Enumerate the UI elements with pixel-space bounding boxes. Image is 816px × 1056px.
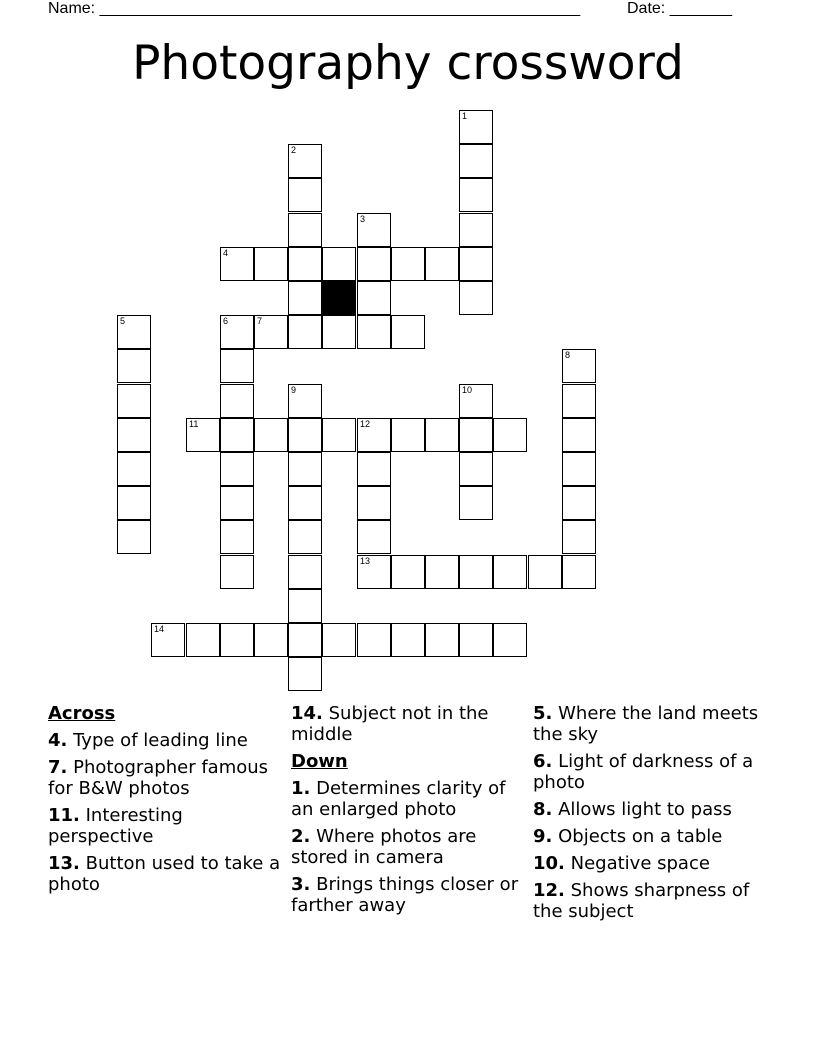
grid-cell[interactable] [493, 623, 527, 657]
grid-cell[interactable] [459, 623, 493, 657]
grid-cell[interactable] [459, 281, 493, 315]
grid-cell[interactable] [288, 486, 322, 520]
grid-cell[interactable] [528, 555, 562, 589]
grid-cell[interactable] [186, 418, 220, 452]
clue-number: 3. [291, 874, 311, 895]
clue-number: 6. [533, 751, 553, 772]
grid-cell[interactable] [220, 623, 254, 657]
grid-cell[interactable] [391, 247, 425, 281]
grid-cell[interactable] [357, 213, 391, 247]
clue-text: Negative space [570, 853, 710, 874]
grid-cell[interactable] [288, 555, 322, 589]
date-field-label[interactable]: Date: _______ [627, 0, 732, 17]
clue-down-5 [533, 703, 773, 745]
grid-cell[interactable] [288, 247, 322, 281]
across-heading: Across [48, 703, 116, 724]
grid-cell[interactable] [493, 418, 527, 452]
grid-cell[interactable] [220, 452, 254, 486]
grid-cell[interactable] [288, 213, 322, 247]
grid-cell[interactable] [459, 178, 493, 212]
clue-down-6 [533, 751, 773, 793]
grid-cell[interactable] [459, 144, 493, 178]
grid-cell[interactable] [117, 486, 151, 520]
clue-number: 12. [533, 880, 565, 901]
grid-cell[interactable] [425, 623, 459, 657]
grid-cell[interactable] [562, 486, 596, 520]
grid-cell[interactable] [220, 418, 254, 452]
clue-number-label: 2 [291, 145, 297, 155]
grid-cell[interactable] [357, 555, 391, 589]
grid-cell[interactable] [562, 520, 596, 554]
clue-number-label: 8 [565, 350, 571, 360]
clue-number-label: 11 [189, 419, 199, 429]
clue-text: Where photos are stored in camera [291, 826, 477, 868]
grid-cell[interactable] [322, 623, 356, 657]
grid-cell[interactable] [562, 349, 596, 383]
grid-cell[interactable] [220, 247, 254, 281]
grid-cell[interactable] [562, 452, 596, 486]
grid-cell[interactable] [357, 418, 391, 452]
grid-cell[interactable] [288, 178, 322, 212]
clue-text: Type of leading line [73, 730, 248, 751]
grid-cell[interactable] [117, 315, 151, 349]
clue-across-7 [48, 757, 283, 799]
clue-number: 7. [48, 757, 68, 778]
clue-number-label: 5 [120, 316, 126, 326]
clue-number-label: 12 [360, 419, 371, 429]
grid-cell[interactable] [562, 384, 596, 418]
grid-cell[interactable] [288, 589, 322, 623]
grid-cell[interactable] [220, 384, 254, 418]
clue-down-2 [291, 826, 526, 868]
clue-across-14 [291, 703, 526, 745]
grid-cell[interactable] [357, 315, 391, 349]
grid-cell[interactable] [186, 623, 220, 657]
clue-number: 2. [291, 826, 311, 847]
clue-number: 10. [533, 853, 565, 874]
grid-cell[interactable] [357, 452, 391, 486]
grid-cell[interactable] [425, 418, 459, 452]
grid-cell[interactable] [117, 452, 151, 486]
clue-number-label: 4 [223, 248, 229, 258]
grid-cell[interactable] [288, 623, 322, 657]
grid-cell[interactable] [459, 384, 493, 418]
grid-cell[interactable] [391, 555, 425, 589]
grid-cell[interactable] [459, 452, 493, 486]
grid-cell[interactable] [322, 247, 356, 281]
grid-cell[interactable] [322, 418, 356, 452]
grid-cell[interactable] [288, 520, 322, 554]
grid-cell[interactable] [151, 623, 185, 657]
grid-cell[interactable] [322, 315, 356, 349]
clue-across-11 [48, 805, 283, 847]
grid-cell[interactable] [254, 418, 288, 452]
clue-down-10 [533, 853, 773, 874]
clue-number-label: 14 [154, 624, 165, 634]
clue-down-9 [533, 826, 773, 847]
clue-text: Interesting perspective [48, 805, 183, 847]
clue-number: 14. [291, 703, 323, 724]
clue-number: 8. [533, 799, 553, 820]
grid-cell[interactable] [459, 486, 493, 520]
grid-cell[interactable] [562, 555, 596, 589]
grid-cell[interactable] [254, 315, 288, 349]
grid-cell[interactable] [391, 315, 425, 349]
grid-cell[interactable] [357, 486, 391, 520]
grid-cell[interactable] [493, 555, 527, 589]
clue-text: Determines clarity of an enlarged photo [291, 778, 506, 820]
clue-number: 9. [533, 826, 553, 847]
clue-text: Subject not in the middle [291, 703, 489, 745]
grid-cell-blocked [322, 281, 356, 315]
clue-text: Where the land meets the sky [533, 703, 759, 745]
clue-text: Photographer famous for B&W photos [48, 757, 269, 799]
clue-number-label: 1 [462, 111, 468, 121]
grid-cell[interactable] [288, 281, 322, 315]
clue-number: 4. [48, 730, 68, 751]
clue-down-8 [533, 799, 773, 820]
grid-cell[interactable] [459, 555, 493, 589]
clue-text: Light of darkness of a photo [533, 751, 754, 793]
grid-cell[interactable] [357, 281, 391, 315]
clue-down-12 [533, 880, 773, 922]
clue-down-1 [291, 778, 526, 820]
clue-number: 1. [291, 778, 311, 799]
grid-cell[interactable] [220, 520, 254, 554]
clue-number: 13. [48, 853, 80, 874]
clue-text: Shows sharpness of the subject [533, 880, 750, 922]
clue-down-3 [291, 874, 526, 916]
grid-cell[interactable] [288, 315, 322, 349]
grid-cell[interactable] [288, 418, 322, 452]
grid-cell[interactable] [357, 520, 391, 554]
grid-cell[interactable] [288, 144, 322, 178]
grid-cell[interactable] [562, 418, 596, 452]
clue-across-4 [48, 730, 283, 751]
grid-cell[interactable] [391, 623, 425, 657]
grid-cell[interactable] [288, 452, 322, 486]
grid-cell[interactable] [220, 349, 254, 383]
clue-across-13 [48, 853, 283, 895]
name-field-label[interactable]: Name: ______________________________________________________ [48, 0, 581, 17]
grid-cell[interactable] [254, 247, 288, 281]
grid-cell[interactable] [220, 486, 254, 520]
grid-cell[interactable] [357, 247, 391, 281]
clue-number-label: 13 [360, 556, 371, 566]
clue-text: Button used to take a photo [48, 853, 281, 895]
clue-number-label: 9 [291, 385, 297, 395]
grid-cell[interactable] [459, 418, 493, 452]
clue-number-label: 10 [462, 385, 473, 395]
clue-number: 5. [533, 703, 553, 724]
clue-text: Allows light to pass [558, 799, 732, 820]
grid-cell[interactable] [117, 520, 151, 554]
grid-cell[interactable] [425, 247, 459, 281]
grid-cell[interactable] [220, 555, 254, 589]
grid-cell[interactable] [288, 657, 322, 691]
clues-column-3 [533, 703, 773, 928]
page-title: Photography crossword [132, 36, 684, 91]
clue-number-label: 3 [360, 214, 366, 224]
clue-text: Brings things closer or farther away [291, 874, 519, 916]
grid-cell[interactable] [117, 384, 151, 418]
grid-cell[interactable] [117, 349, 151, 383]
down-heading: Down [291, 751, 348, 772]
grid-cell[interactable] [357, 623, 391, 657]
grid-cell[interactable] [459, 110, 493, 144]
grid-cell[interactable] [220, 315, 254, 349]
clue-text: Objects on a table [558, 826, 723, 847]
grid-cell[interactable] [117, 418, 151, 452]
clue-number: 11. [48, 805, 80, 826]
grid-cell[interactable] [391, 418, 425, 452]
grid-cell[interactable] [425, 555, 459, 589]
clue-number-label: 7 [257, 316, 263, 326]
clues-column-1 [48, 703, 283, 901]
grid-cell[interactable] [459, 213, 493, 247]
clues-column-2 [291, 703, 526, 922]
grid-cell[interactable] [288, 384, 322, 418]
clue-number-label: 6 [223, 316, 229, 326]
grid-cell[interactable] [254, 623, 288, 657]
grid-cell[interactable] [459, 247, 493, 281]
